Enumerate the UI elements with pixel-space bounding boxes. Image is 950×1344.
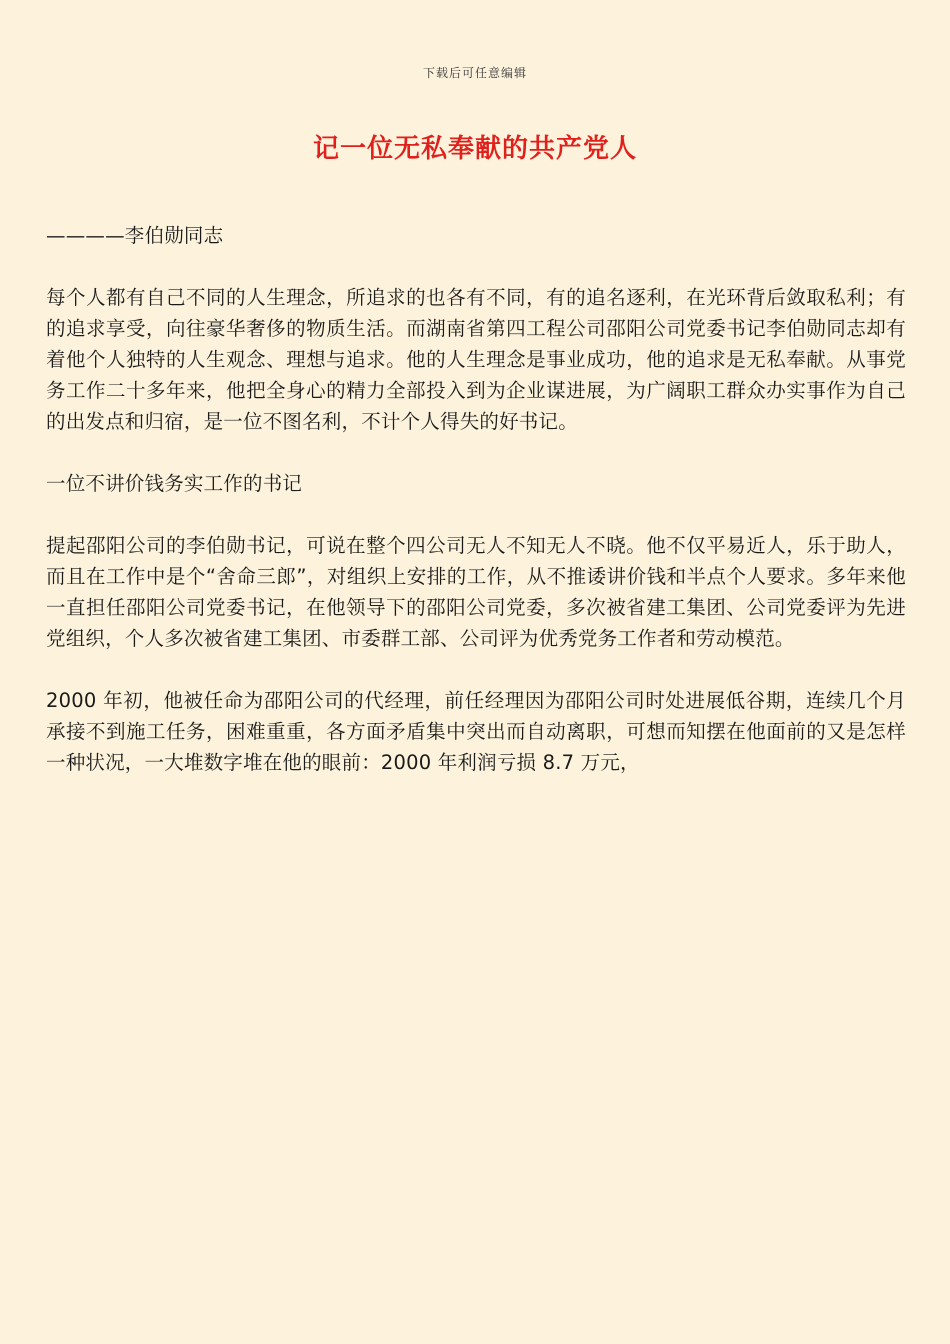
paragraph-section-2: 2000 年初，他被任命为邵阳公司的代经理，前任经理因为邵阳公司时处进展低谷期，连续几个月承接不到施工任务，困难重重，各方面矛盾集中突出而自动离职，可想而知摆在他面前的又是怎样一种状况，一大堆数字堆在他的眼前：2000 年利润亏损 8.7 万元， (46, 689, 906, 774)
document-body (46, 220, 906, 809)
paragraph-intro: 每个人都有自己不同的人生理念，所追求的也各有不同，有的追名逐利，在光环背后敛取私利；有的追求享受，向往豪华奢侈的物质生活。而湖南省第四工程公司邵阳公司党委书记李伯勋同志却有着他个人独特的人生观念、理想与追求。他的人生理念是事业成功，他的追求是无私奉献。从事党务工作二十多年来，他把全身心的精力全部投入到为企业谋进展，为广阔职工群众办实事作为自己的出发点和归宿，是一位不图名利，不计个人得失的好书记。 (46, 286, 906, 433)
document-title: 记一位无私奉献的共产党人 (312, 134, 637, 164)
section-heading: 一位不讲价钱务实工作的书记 (46, 472, 303, 495)
document-subtitle: ————李伯勋同志 (46, 224, 224, 247)
paragraph-section-1: 提起邵阳公司的李伯勋书记，可说在整个四公司无人不知无人不晓。他不仅平易近人，乐于助人，而且在工作中是个“舍命三郎”，对组织上安排的工作，从不推诿讲价钱和半点个人要求。多年来他一直担任邵阳公司党委书记，在他领导下的邵阳公司党委，多次被省建工集团、公司党委评为先进党组织，个人多次被省建工集团、市委群工部、公司评为优秀党务工作者和劳动模范。 (46, 534, 906, 650)
header-note: 下载后可任意编辑 (422, 66, 527, 80)
